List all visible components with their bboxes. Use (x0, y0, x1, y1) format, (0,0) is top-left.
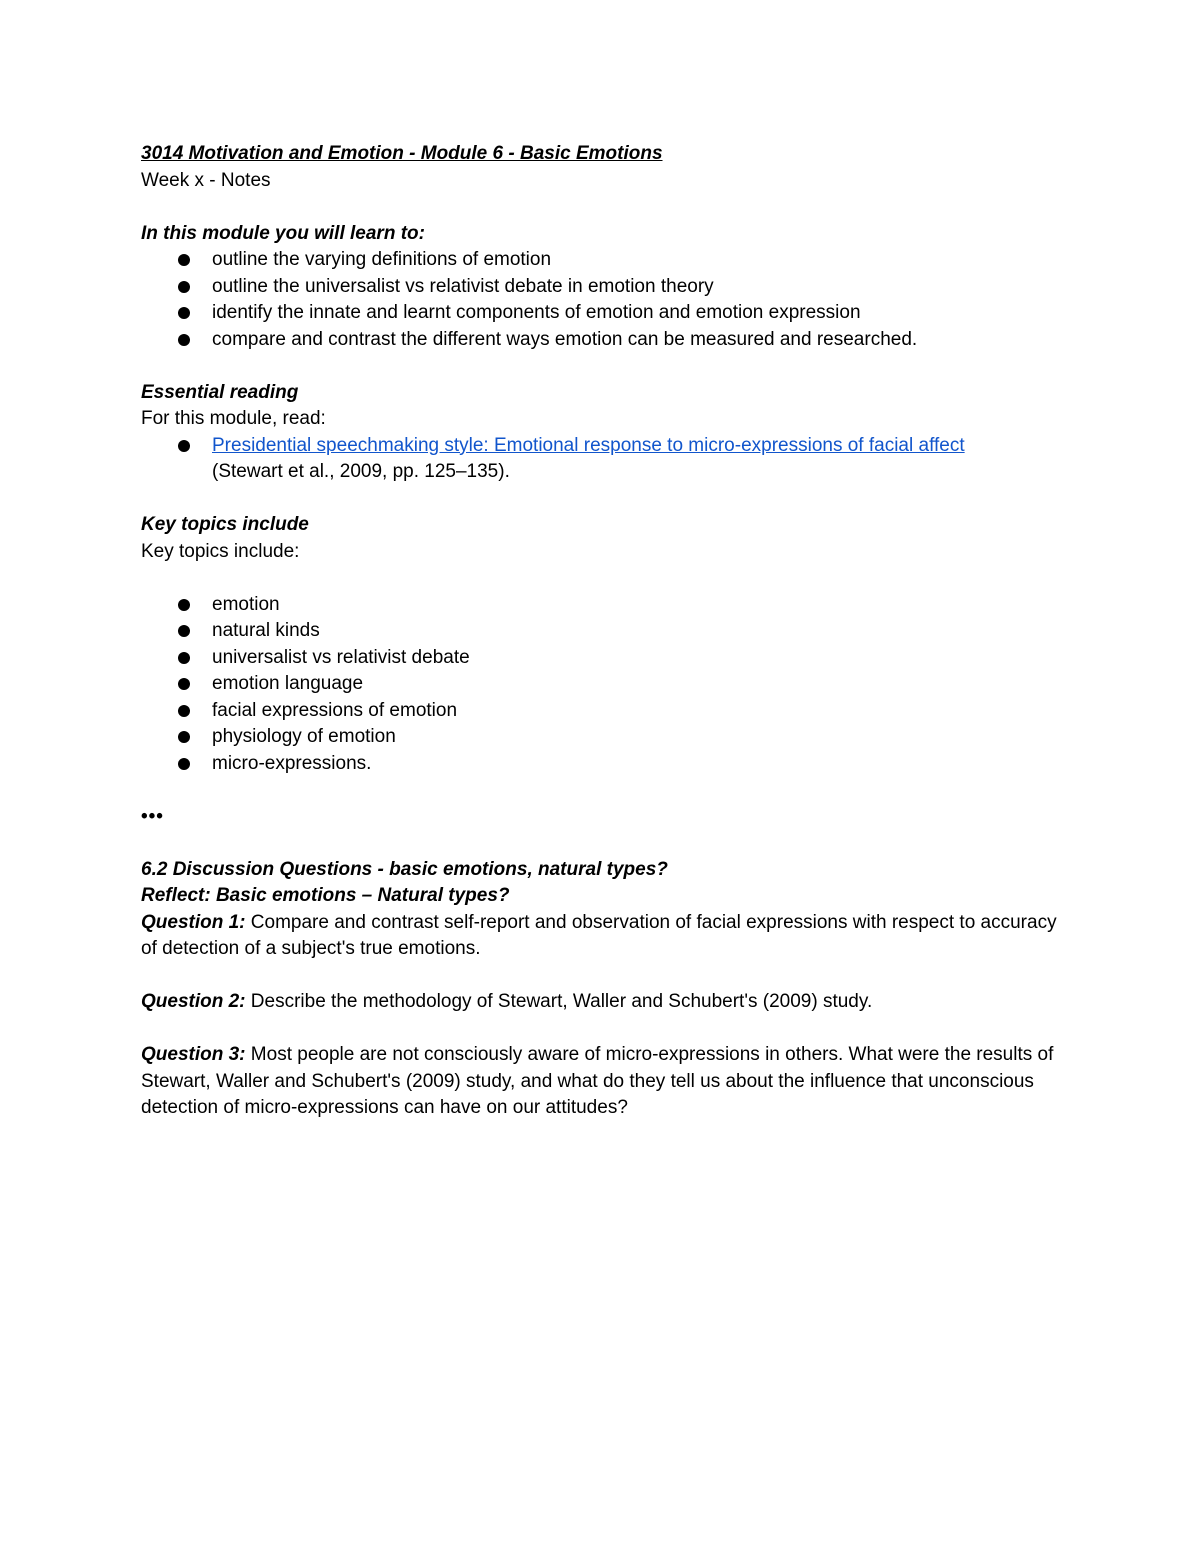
bullet-icon (178, 334, 190, 346)
question-label: Question 2: (141, 991, 246, 1012)
bullet-icon (178, 678, 190, 690)
question-2 (141, 989, 1061, 1016)
list-item-text: micro-expressions. (212, 752, 372, 774)
bullet-icon (178, 705, 190, 717)
spacer (141, 1016, 1061, 1043)
bullet-icon (178, 731, 190, 743)
question-text: Most people are not consciously aware of micro-expressions in others. What were the results of Stewart, Waller and Schubert's (2009) study, and what do they tell us about the influence that unconscious detection of micro-expressions can have on our attitudes? (141, 1044, 1054, 1118)
topics-heading: Key topics include (141, 514, 309, 535)
reading-link[interactable]: Presidential speechmaking style: Emotional response to micro-expressions of facial affect (212, 434, 965, 456)
bullet-icon (178, 758, 190, 770)
topics-intro: Key topics include: (141, 540, 300, 562)
bullet-icon (178, 652, 190, 664)
document-title: 3014 Motivation and Emotion - Module 6 - Basic Emotions (141, 143, 663, 164)
list-item-text: facial expressions of emotion (212, 699, 458, 721)
question-label: Question 1: (141, 911, 246, 933)
bullet-icon (178, 625, 190, 637)
list-item (141, 247, 1061, 274)
list-item (141, 698, 1061, 725)
list-item-text: identify the innate and learnt components of emotion and emotion expression (212, 302, 861, 323)
bullet-icon (178, 281, 190, 293)
spacer (141, 565, 1061, 592)
spacer (141, 486, 1061, 513)
list-item (141, 751, 1061, 778)
bullet-icon (178, 440, 190, 452)
topics-list (141, 592, 1061, 778)
list-item (141, 671, 1061, 698)
list-item-text: compare and contrast the different ways emotion can be measured and researched. (212, 328, 918, 350)
list-item (141, 327, 1061, 354)
bullet-icon (178, 254, 190, 266)
reading-intro: For this module, read: (141, 408, 326, 429)
question-1 (141, 910, 1061, 963)
ellipsis-separator: ••• (141, 805, 164, 827)
list-item-text: outline the varying definitions of emotion (212, 249, 552, 270)
list-item-text: emotion language (212, 673, 364, 694)
objectives-heading: In this module you will learn to: (141, 222, 425, 244)
reading-list (141, 433, 1061, 486)
question-text: Describe the methodology of Stewart, Waller and Schubert's (2009) study. (245, 991, 873, 1012)
reading-citation: (Stewart et al., 2009, pp. 125–135). (212, 461, 510, 482)
list-item (141, 645, 1061, 672)
list-item (141, 300, 1061, 327)
list-item-text: natural kinds (212, 620, 320, 641)
question-text: Compare and contrast self-report and observation of facial expressions with respect to accuracy of detection of a subject's true emotions. (141, 911, 1057, 959)
document-subtitle: Week x - Notes (141, 169, 271, 191)
list-item-text: physiology of emotion (212, 726, 396, 747)
list-item (141, 724, 1061, 751)
spacer (141, 194, 1061, 221)
question-label: Question 3: (141, 1044, 246, 1065)
list-item (141, 274, 1061, 301)
document-page (141, 141, 1061, 1122)
list-item-text: outline the universalist vs relativist debate in emotion theory (212, 275, 714, 297)
list-item (141, 433, 1061, 486)
discussion-heading: 6.2 Discussion Questions - basic emotions, natural types? (141, 858, 668, 880)
bullet-icon (178, 599, 190, 611)
spacer (141, 353, 1061, 380)
spacer (141, 777, 1061, 804)
spacer (141, 963, 1061, 990)
discussion-reflect: Reflect: Basic emotions – Natural types? (141, 885, 510, 906)
question-3 (141, 1042, 1061, 1122)
list-item-text: emotion (212, 593, 280, 615)
list-item (141, 592, 1061, 619)
reading-heading: Essential reading (141, 381, 299, 403)
bullet-icon (178, 307, 190, 319)
objectives-list (141, 247, 1061, 353)
list-item-text: universalist vs relativist debate (212, 646, 470, 668)
list-item (141, 618, 1061, 645)
spacer (141, 830, 1061, 857)
